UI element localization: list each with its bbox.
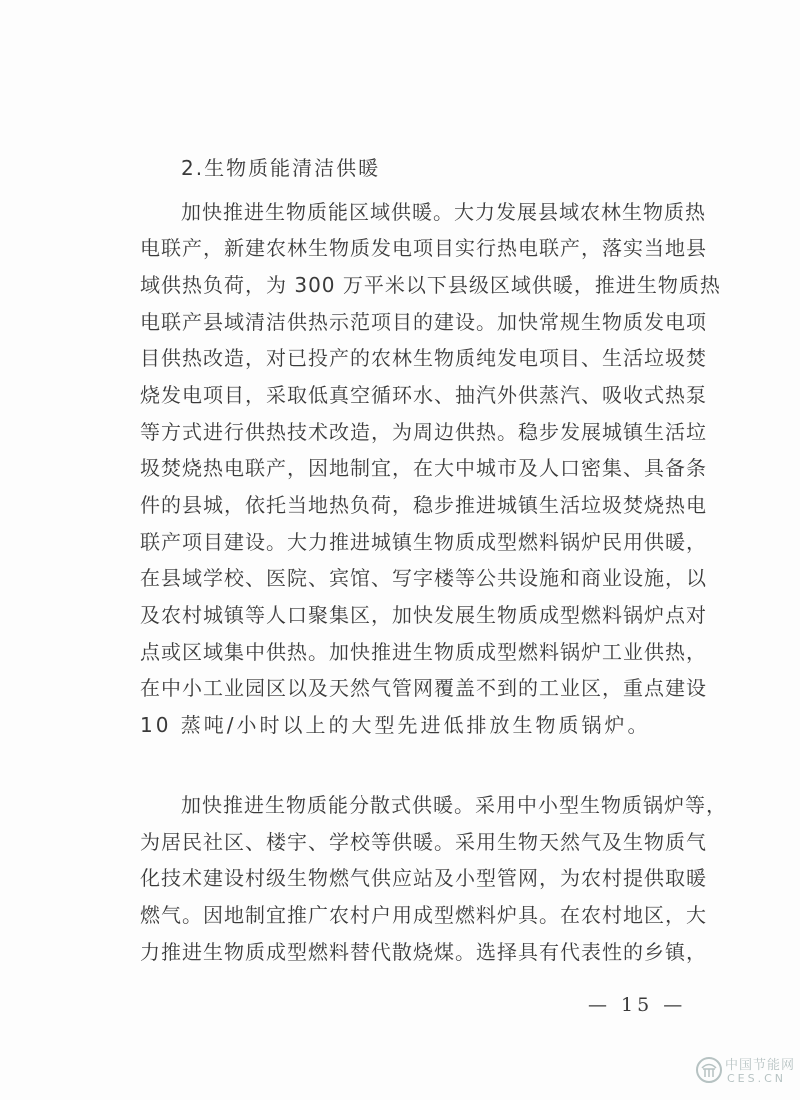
text-line: 域供热负荷，为 300 万平米以下县级区域供暖，推进生物质热: [140, 273, 721, 297]
watermark-domain: CES.CN: [727, 1072, 787, 1085]
text-line: 联产项目建设。大力推进城镇生物质成型燃料锅炉民用供暖，: [140, 530, 707, 554]
text-line: 圾焚烧热电联产，因地制宜，在大中城市及人口密集、具备条: [140, 456, 707, 480]
text-line: 在县域学校、医院、宾馆、写字楼等公共设施和商业设施，以: [140, 566, 707, 590]
text-line: 电联产，新建农林生物质发电项目实行热电联产，落实当地县: [140, 236, 707, 260]
text-line: 件的县城，依托当地热负荷，稳步推进城镇生活垃圾焚烧热电: [140, 493, 707, 517]
watermark-name: 中国节能网: [725, 1058, 796, 1073]
text-line: 电联产县域清洁供热示范项目的建设。加快常规生物质发电项: [140, 310, 707, 334]
text-line: 化技术建设村级生物燃气供应站及小型管网，为农村提供取暖: [140, 866, 707, 890]
text-line: 为居民社区、楼宇、学校等供暖。采用生物天然气及生物质气: [140, 830, 707, 854]
section-heading: 2.生物质能清洁供暖: [181, 156, 381, 180]
text-line: 烧发电项目，采取低真空循环水、抽汽外供蒸汽、吸收式热泵: [140, 383, 707, 407]
text-line: 等方式进行供热技术改造，为周边供热。稳步发展城镇生活垃: [140, 420, 707, 444]
text-line: 加快推进生物质能分散式供暖。采用中小型生物质锅炉等，: [181, 793, 727, 817]
watermark-logo: [695, 1052, 795, 1092]
text-line: 加快推进生物质能区域供暖。大力发展县域农林生物质热: [181, 200, 706, 224]
text-line: 力推进生物质成型燃料替代散烧煤。选择具有代表性的乡镇，: [140, 940, 707, 964]
text-line: 燃气。因地制宜推广农村户用成型燃料炉具。在农村地区，大: [140, 903, 707, 927]
text-line: 目供热改造，对已投产的农林生物质纯发电项目、生活垃圾焚: [140, 346, 707, 370]
page-number: — 15 —: [588, 994, 687, 1016]
text-line: 在中小工业园区以及天然气管网覆盖不到的工业区，重点建设: [140, 676, 707, 700]
watermark-emblem-icon: [695, 1056, 723, 1084]
text-line: 点或区域集中供热。加快推进生物质成型燃料锅炉工业供热，: [140, 640, 707, 664]
text-line: 10 蒸吨/小时以上的大型先进低排放生物质锅炉。: [140, 713, 651, 737]
text-line: 及农村城镇等人口聚集区，加快发展生物质成型燃料锅炉点对: [140, 603, 707, 627]
